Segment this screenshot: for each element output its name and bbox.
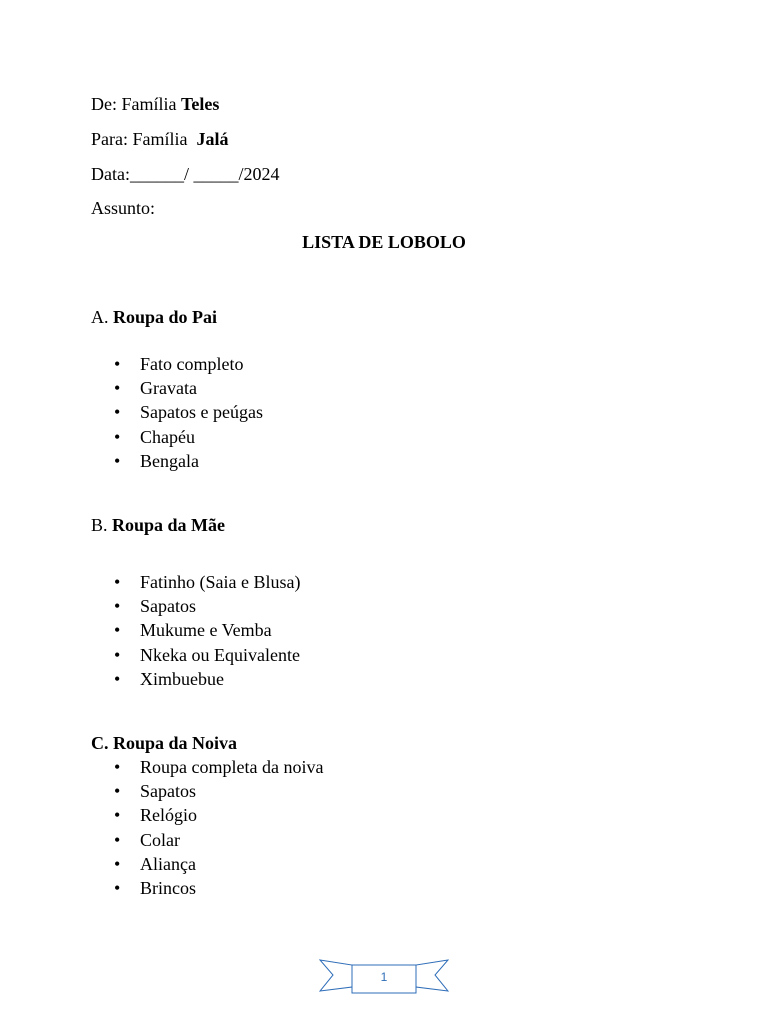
bullet-icon: • xyxy=(114,596,121,617)
bullet-icon: • xyxy=(114,450,121,471)
section-a-heading xyxy=(91,306,217,328)
bullet-icon: • xyxy=(114,781,121,802)
list-item: • Nkeka ou Equivalente xyxy=(114,644,300,665)
bullet-icon: • xyxy=(114,805,121,826)
list-item: • Roupa completa da noiva xyxy=(114,757,324,777)
bullet-icon: • xyxy=(114,354,121,374)
section-b-list xyxy=(0,570,300,691)
bullet-icon: • xyxy=(114,378,121,399)
to-label: Para: Família xyxy=(91,129,197,149)
bullet-icon: • xyxy=(114,426,121,447)
section-a-title: Roupa do Pai xyxy=(113,307,218,327)
section-b-heading xyxy=(91,514,225,536)
list-item: • Fato completo xyxy=(114,354,244,374)
bullet-icon: • xyxy=(114,402,121,423)
list-item: • Sapatos xyxy=(114,781,196,802)
list-item: • Bengala xyxy=(114,450,199,471)
subject-line: Assunto: xyxy=(91,198,156,218)
bullet-icon: • xyxy=(114,668,121,689)
section-c-prefix: C. xyxy=(91,733,113,753)
list-item: • Mukume e Vemba xyxy=(114,620,272,641)
list-item: • Brincos xyxy=(114,877,196,898)
from-label: De: Família xyxy=(91,94,181,114)
bullet-icon: • xyxy=(114,620,121,641)
page-number: 1 xyxy=(380,970,388,984)
list-item: • Colar xyxy=(114,829,180,850)
list-item: • Relógio xyxy=(114,805,197,826)
list-item: • Ximbuebue xyxy=(114,668,224,689)
section-b-prefix: B. xyxy=(91,515,113,535)
list-item: • Gravata xyxy=(114,378,197,399)
bullet-icon: • xyxy=(114,877,121,898)
section-c-list xyxy=(0,755,323,900)
page-number-ribbon xyxy=(319,957,449,997)
list-item: • Sapatos e peúgas xyxy=(114,402,263,423)
list-item: • Chapéu xyxy=(114,426,195,447)
bullet-icon: • xyxy=(114,853,121,874)
bullet-icon: • xyxy=(114,644,121,665)
list-item: • Fatinho (Saia e Blusa) xyxy=(114,572,301,592)
section-a-prefix: A. xyxy=(91,307,113,327)
bullet-icon: • xyxy=(114,572,121,592)
section-b-title: Roupa da Mãe xyxy=(112,515,226,535)
to-line xyxy=(91,128,229,150)
document-title: LISTA DE LOBOLO xyxy=(302,232,466,252)
from-name: Teles xyxy=(180,94,220,114)
from-line xyxy=(91,93,219,115)
list-item: • Aliança xyxy=(114,853,196,874)
bullet-icon: • xyxy=(114,757,121,777)
to-name: Jalá xyxy=(196,129,229,149)
section-c-heading xyxy=(91,732,237,754)
section-c-title: Roupa da Noiva xyxy=(113,733,238,753)
list-item: • Sapatos xyxy=(114,596,196,617)
date-line: Data:______/ _____/2024 xyxy=(91,164,280,184)
section-a-list xyxy=(0,352,263,473)
bullet-icon: • xyxy=(114,829,121,850)
